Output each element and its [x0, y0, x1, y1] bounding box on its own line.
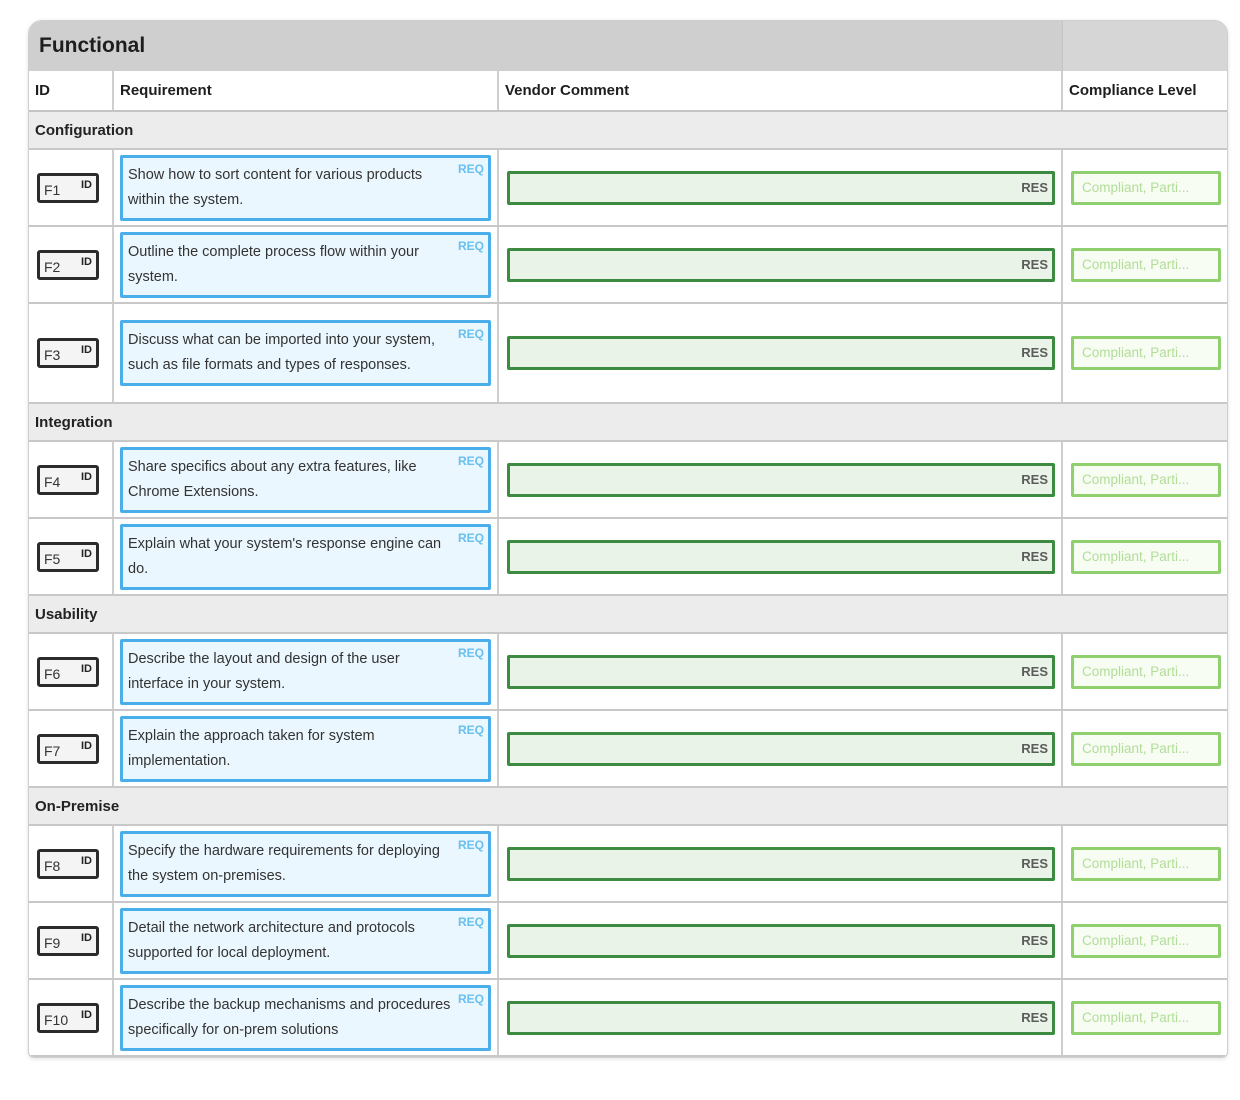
requirement-cell	[113, 633, 498, 710]
compliance-cell	[1062, 825, 1227, 902]
res-tag: RES	[1021, 345, 1048, 360]
compliance-cell	[1062, 149, 1227, 226]
compliance-select[interactable]: Compliant, Parti...	[1071, 463, 1221, 497]
req-tag: REQ	[457, 530, 484, 545]
vendor-comment-cell	[498, 518, 1062, 595]
compliance-cell	[1062, 226, 1227, 303]
id-cell	[29, 902, 113, 979]
requirement-cell	[113, 518, 498, 595]
table-row	[29, 226, 1227, 303]
requirement-text: Discuss what can be imported into your system, such as file formats and types of responses.	[128, 332, 436, 373]
table-row	[29, 902, 1227, 979]
id-value: F2	[44, 258, 61, 275]
id-value: F7	[44, 742, 61, 759]
id-value: F5	[44, 550, 61, 567]
table-row	[29, 710, 1227, 787]
id-field[interactable]	[37, 542, 99, 572]
id-cell	[29, 825, 113, 902]
title-bar-cap	[1062, 21, 1227, 71]
id-tag: ID	[81, 470, 92, 483]
requirement-field[interactable]	[120, 232, 491, 298]
requirement-text: Explain what your system's response engine can do.	[128, 535, 442, 577]
requirement-field[interactable]	[120, 908, 491, 974]
id-field[interactable]	[37, 734, 99, 764]
requirement-field[interactable]	[120, 985, 491, 1051]
vendor-comment-cell	[498, 303, 1062, 403]
vendor-comment-cell	[498, 633, 1062, 710]
id-tag: ID	[81, 854, 92, 867]
vendor-comment-cell	[498, 825, 1062, 902]
table-row	[29, 441, 1227, 518]
id-cell	[29, 710, 113, 787]
res-tag: RES	[1021, 1009, 1048, 1025]
vendor-comment-cell	[498, 902, 1062, 979]
req-tag: REQ	[457, 837, 484, 852]
requirement-cell	[113, 441, 498, 518]
compliance-cell	[1062, 303, 1227, 403]
requirement-text: Detail the network architecture and protocols supported for local deployment.	[128, 919, 415, 961]
id-value: F1	[44, 181, 61, 198]
column-header-requirement: Requirement	[113, 71, 498, 111]
compliance-select[interactable]: Compliant, Parti...	[1071, 1001, 1221, 1035]
vendor-comment-input[interactable]	[507, 540, 1055, 574]
vendor-comment-cell	[498, 441, 1062, 518]
id-field[interactable]	[37, 338, 99, 368]
requirement-cell	[113, 149, 498, 226]
req-tag: REQ	[457, 991, 484, 1006]
table-row	[29, 825, 1227, 902]
compliance-select[interactable]: Compliant, Parti...	[1071, 924, 1221, 958]
res-tag: RES	[1021, 256, 1048, 272]
compliance-cell	[1062, 902, 1227, 979]
table-row	[29, 149, 1227, 226]
id-cell	[29, 149, 113, 226]
vendor-comment-cell	[498, 226, 1062, 303]
res-tag: RES	[1021, 548, 1048, 564]
compliance-select[interactable]: Compliant, Parti...	[1071, 732, 1221, 766]
column-header-id: ID	[29, 71, 113, 111]
id-cell	[29, 979, 113, 1056]
req-tag: REQ	[457, 161, 484, 176]
compliance-select[interactable]: Compliant, Parti...	[1071, 171, 1221, 205]
req-tag: REQ	[457, 722, 484, 737]
vendor-comment-input[interactable]	[507, 847, 1055, 881]
id-field[interactable]	[37, 926, 99, 956]
compliance-cell	[1062, 441, 1227, 518]
vendor-comment-cell	[498, 149, 1062, 226]
vendor-comment-input[interactable]	[507, 924, 1055, 958]
vendor-comment-input[interactable]	[507, 732, 1055, 766]
compliance-cell	[1062, 979, 1227, 1056]
table-body	[29, 111, 1227, 1056]
section-row	[29, 403, 1227, 441]
requirement-text: Describe the layout and design of the user interface in your system.	[128, 650, 400, 692]
id-field[interactable]	[37, 173, 99, 203]
id-value: F9	[44, 934, 61, 951]
id-value: F10	[44, 1011, 69, 1028]
compliance-select[interactable]: Compliant, Parti...	[1071, 248, 1221, 282]
id-cell	[29, 226, 113, 303]
req-tag: REQ	[457, 914, 484, 929]
requirement-cell	[113, 902, 498, 979]
req-tag: REQ	[457, 453, 484, 468]
id-tag: ID	[81, 1008, 92, 1021]
id-tag: ID	[81, 178, 92, 191]
requirement-text: Specify the hardware requirements for deploying the system on-premises.	[128, 842, 440, 884]
requirement-text: Describe the backup mechanisms and procedures specifically for on-prem solutions	[128, 996, 451, 1038]
vendor-comment-input[interactable]	[507, 1001, 1055, 1035]
req-tag: REQ	[457, 645, 484, 660]
req-tag: REQ	[457, 238, 484, 253]
requirement-field[interactable]	[120, 716, 491, 782]
requirement-text: Explain the approach taken for system implementation.	[128, 727, 375, 769]
compliance-select[interactable]: Compliant, Parti...	[1071, 847, 1221, 881]
id-value: F8	[44, 857, 61, 874]
compliance-cell	[1062, 518, 1227, 595]
section-row	[29, 595, 1227, 633]
compliance-select[interactable]: Compliant, Parti...	[1071, 540, 1221, 574]
id-tag: ID	[81, 739, 92, 752]
requirement-text: Show how to sort content for various products within the system.	[128, 166, 423, 208]
column-header-vendor-comment: Vendor Comment	[498, 71, 1062, 111]
requirement-text: Outline the complete process flow within your system.	[128, 243, 419, 285]
form-title-bar	[29, 21, 1227, 71]
vendor-comment-cell	[498, 979, 1062, 1056]
res-tag: RES	[1021, 740, 1048, 756]
requirement-cell	[113, 825, 498, 902]
requirement-cell	[113, 303, 498, 403]
id-value: F6	[44, 665, 61, 682]
id-field[interactable]	[37, 657, 99, 687]
res-tag: RES	[1021, 179, 1048, 195]
functional-requirements-form	[28, 20, 1228, 1058]
id-tag: ID	[81, 662, 92, 675]
requirement-field[interactable]	[120, 447, 491, 513]
id-cell	[29, 441, 113, 518]
vendor-comment-input[interactable]	[507, 336, 1055, 370]
requirement-field[interactable]	[120, 831, 491, 897]
req-tag: REQ	[457, 327, 484, 341]
id-cell	[29, 518, 113, 595]
vendor-comment-input[interactable]	[507, 248, 1055, 282]
id-cell	[29, 303, 113, 403]
vendor-comment-input[interactable]	[507, 463, 1055, 497]
form-title: Functional	[39, 34, 146, 57]
res-tag: RES	[1021, 855, 1048, 871]
requirement-text: Share specifics about any extra features, like Chrome Extensions.	[128, 458, 417, 500]
id-field[interactable]	[37, 465, 99, 495]
id-field[interactable]	[37, 849, 99, 879]
requirement-field[interactable]	[120, 639, 491, 705]
vendor-comment-input[interactable]	[507, 171, 1055, 205]
id-field[interactable]	[37, 1003, 99, 1033]
requirement-field[interactable]	[120, 155, 491, 221]
requirement-field[interactable]	[120, 320, 491, 386]
table-row	[29, 633, 1227, 710]
column-header-compliance-level: Compliance Level	[1062, 71, 1227, 111]
compliance-select[interactable]: Compliant, Parti...	[1071, 336, 1221, 370]
id-field[interactable]	[37, 250, 99, 280]
vendor-comment-input[interactable]	[507, 655, 1055, 689]
res-tag: RES	[1021, 663, 1048, 679]
id-value: F4	[44, 473, 61, 490]
header-row	[29, 71, 1227, 111]
res-tag: RES	[1021, 932, 1048, 948]
id-tag: ID	[81, 344, 92, 356]
compliance-select[interactable]: Compliant, Parti...	[1071, 655, 1221, 689]
table-row	[29, 979, 1227, 1056]
section-title: Usability	[29, 595, 1227, 633]
res-tag: RES	[1021, 471, 1048, 487]
compliance-cell	[1062, 710, 1227, 787]
requirement-cell	[113, 226, 498, 303]
requirements-table	[29, 71, 1227, 1057]
compliance-cell	[1062, 633, 1227, 710]
section-title: Configuration	[29, 111, 1227, 149]
table-row	[29, 518, 1227, 595]
id-tag: ID	[81, 931, 92, 944]
id-tag: ID	[81, 547, 92, 560]
requirement-cell	[113, 979, 498, 1056]
id-cell	[29, 633, 113, 710]
id-value: F3	[44, 347, 61, 363]
section-title: Integration	[29, 403, 1227, 441]
requirement-field[interactable]	[120, 524, 491, 590]
section-row	[29, 111, 1227, 149]
table-row	[29, 303, 1227, 403]
vendor-comment-cell	[498, 710, 1062, 787]
section-row	[29, 787, 1227, 825]
id-tag: ID	[81, 255, 92, 268]
section-title: On-Premise	[29, 787, 1227, 825]
requirement-cell	[113, 710, 498, 787]
